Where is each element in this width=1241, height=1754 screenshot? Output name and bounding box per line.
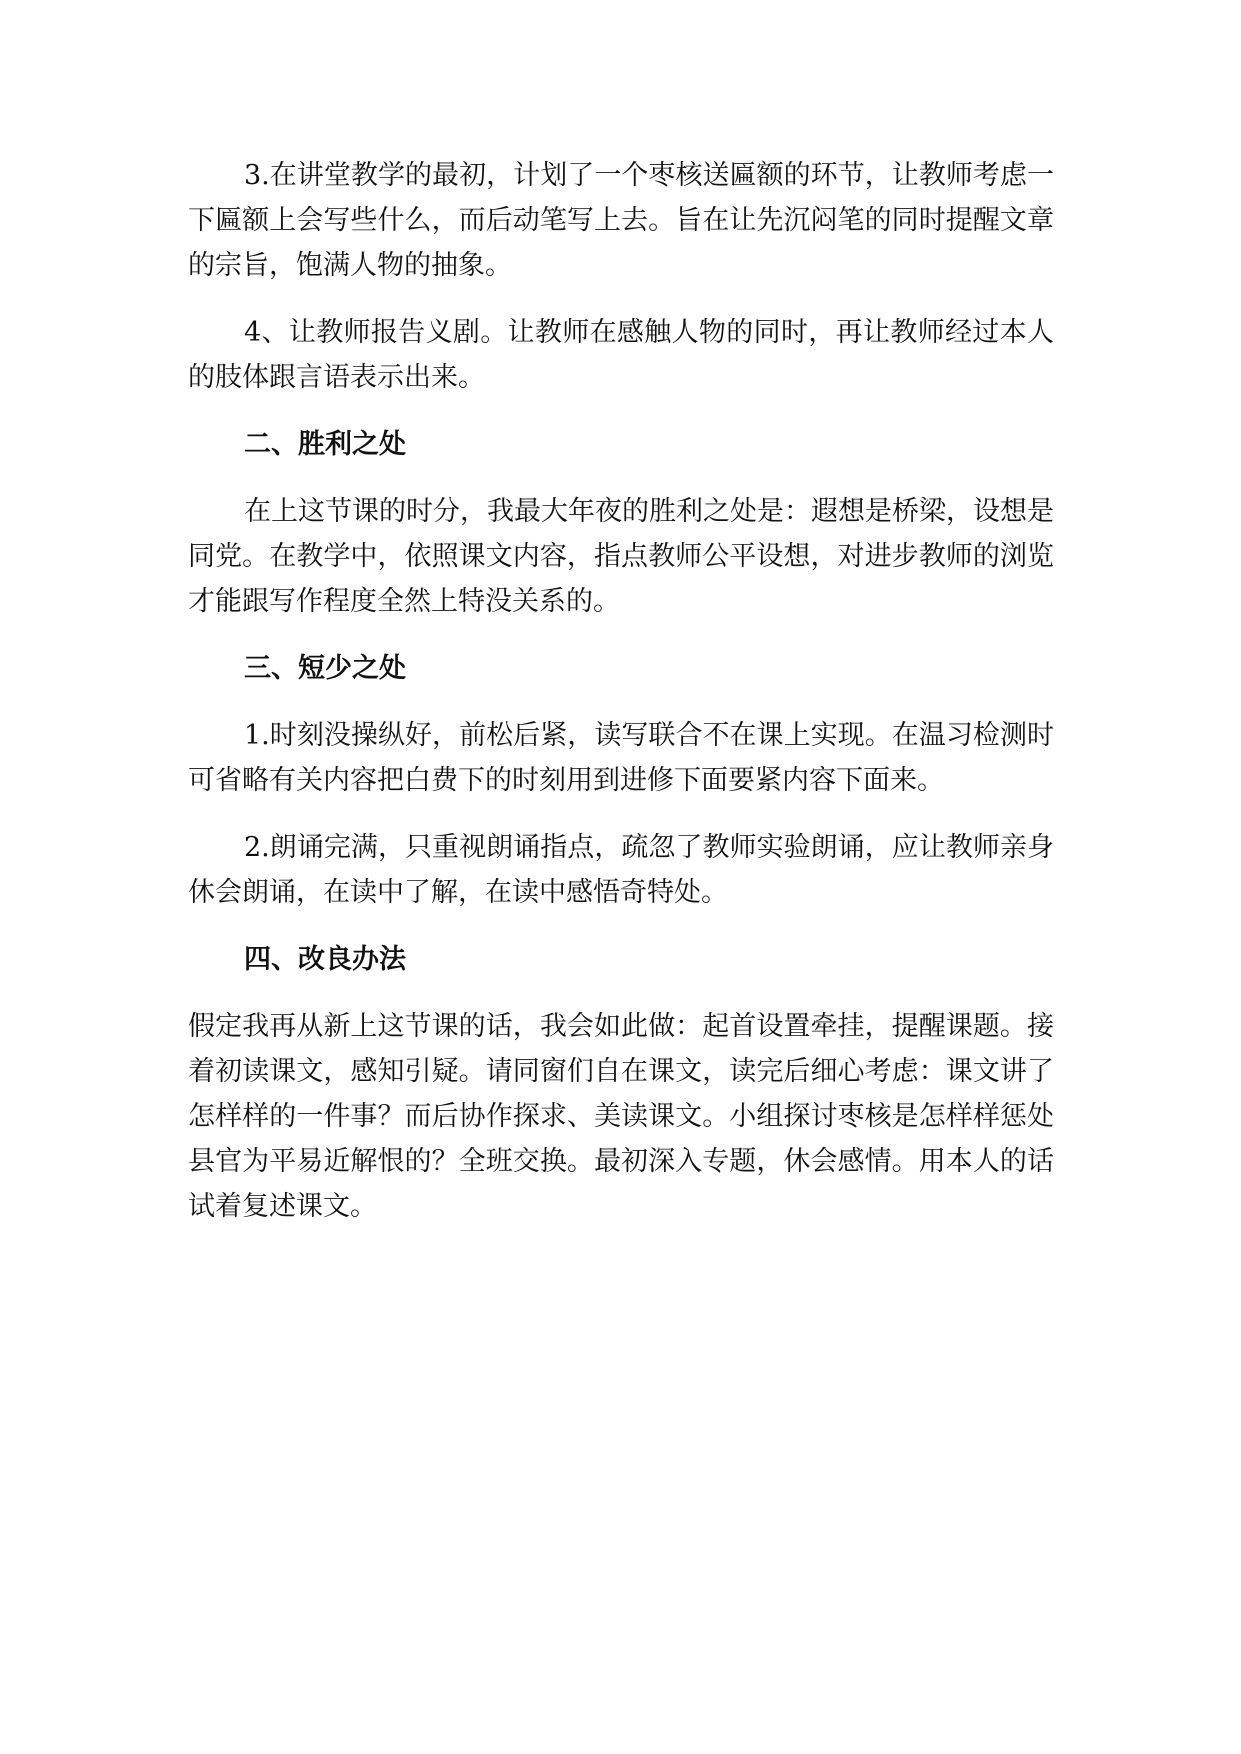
heading-shortcomings: 三、短少之处 [244, 653, 406, 684]
paragraph-improvement: 假定我再从新上这节课的话，我会如此做：起首设置牵挂，提醒课题。接着初读课文，感知引疑。请同窗们自在课文，读完后细心考虑：课文讲了怎样样的一件事？而后协作探求、美读课文。小组探讨枣核是怎样样惩处县官为平易近解恨的？全班交换。最初深入专题，休会感情。用本人的话试着复述课文。 [188, 1011, 1054, 1222]
heading-improvement: 四、改良办法 [244, 944, 406, 975]
document-body [188, 153, 1054, 1251]
paragraph-success: 在上这节课的时分，我最大年夜的胜利之处是：遐想是桥梁，设想是同党。在教学中，依照课文内容，指点教师公平设想，对进步教师的浏览才能跟写作程度全然上特没关系的。 [188, 496, 1054, 617]
paragraph-shortcoming-2: 2.朗诵完满，只重视朗诵指点，疏忽了教师实验朗诵，应让教师亲身休会朗诵，在读中了解，在读中感悟奇特处。 [188, 832, 1054, 908]
paragraph-shortcoming-1: 1.时刻没操纵好，前松后紧，读写联合不在课上实现。在温习检测时可省略有关内容把白费下的时刻用到进修下面要紧内容下面来。 [188, 720, 1054, 796]
paragraph-3: 3.在讲堂教学的最初，计划了一个枣核送匾额的环节，让教师考虑一下匾额上会写些什么，而后动笔写上去。旨在让先沉闷笔的同时提醒文章的宗旨，饱满人物的抽象。 [188, 160, 1054, 281]
paragraph-4: 4、让教师报告义剧。让教师在感触人物的同时，再让教师经过本人的肢体跟言语表示出来。 [188, 317, 1054, 393]
heading-success: 二、胜利之处 [244, 429, 406, 460]
